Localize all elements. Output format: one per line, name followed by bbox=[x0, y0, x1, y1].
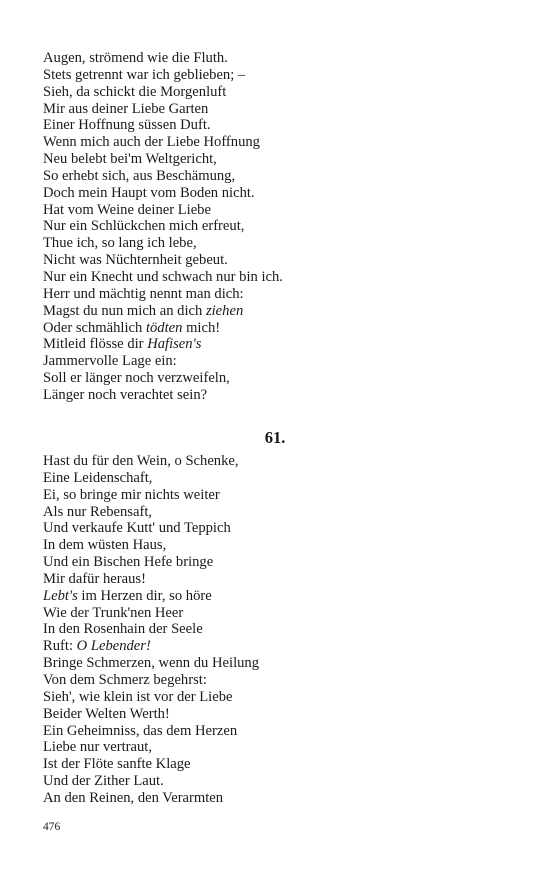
verse-line bbox=[43, 756, 513, 773]
verse-line bbox=[43, 353, 513, 370]
verse-emphasis: O Lebender! bbox=[76, 638, 151, 655]
verse-text: Nur ein Schlückchen mich erfreut, bbox=[43, 218, 245, 235]
verse-line bbox=[43, 303, 513, 320]
verse-text: Und verkaufe Kutt' und Teppich bbox=[43, 520, 231, 537]
verse-line bbox=[43, 554, 513, 571]
verse-text: In dem wüsten Haus, bbox=[43, 537, 167, 554]
verse-text-after: mich! bbox=[182, 319, 221, 336]
verse-line bbox=[43, 387, 513, 404]
verse-line bbox=[43, 504, 513, 521]
verse-line bbox=[43, 571, 513, 588]
verse-emphasis: Hafisen's bbox=[147, 336, 202, 353]
verse-line bbox=[43, 252, 513, 269]
verse-text: Mitleid flösse dir bbox=[43, 336, 148, 353]
verse-line bbox=[43, 672, 513, 689]
verse-text: An den Reinen, den Verarmten bbox=[43, 789, 224, 806]
verse-text: Ist der Flöte sanfte Klage bbox=[43, 756, 191, 773]
verse-line bbox=[43, 370, 513, 387]
verse-text: Und der Zither Laut. bbox=[43, 773, 164, 790]
verse-line bbox=[43, 286, 513, 303]
verse-line bbox=[43, 706, 513, 723]
verse-line bbox=[43, 101, 513, 118]
verse-text: Wenn mich auch der Liebe Hoffnung bbox=[43, 134, 260, 151]
verse-line bbox=[43, 453, 513, 470]
poem-continued bbox=[43, 50, 513, 404]
verse-text: Hast du für den Wein, o Schenke, bbox=[43, 453, 239, 469]
verse-line bbox=[43, 739, 513, 756]
verse-line bbox=[43, 605, 513, 622]
verse-text: Mir dafür heraus! bbox=[43, 570, 146, 587]
verse-line bbox=[43, 537, 513, 554]
verse-text: Herr und mächtig nennt man dich: bbox=[43, 285, 244, 302]
verse-text: Bringe Schmerzen, wenn du Heilung bbox=[43, 655, 260, 672]
verse-text: Wie der Trunk'nen Heer bbox=[43, 604, 184, 621]
verse-text: Oder schmählich bbox=[43, 319, 146, 336]
verse-line bbox=[43, 185, 513, 202]
poem-number: 61. bbox=[264, 428, 286, 447]
verse-line bbox=[43, 134, 513, 151]
verse-text: Stets getrennt war ich geblieben; – bbox=[43, 66, 246, 83]
verse-text: So erhebt sich, aus Beschämung, bbox=[43, 167, 236, 184]
verse-line bbox=[43, 588, 513, 605]
verse-emphasis: ziehen bbox=[205, 302, 244, 319]
verse-line bbox=[43, 655, 513, 672]
verse-text: Länger noch verachtet sein? bbox=[43, 386, 208, 403]
verse-line bbox=[43, 773, 513, 790]
verse-text: Soll er länger noch verzweifeln, bbox=[43, 370, 230, 387]
poem-61 bbox=[43, 453, 513, 807]
verse-text: Doch mein Haupt vom Boden nicht. bbox=[43, 184, 255, 201]
verse-line bbox=[43, 487, 513, 504]
verse-text-after: im Herzen dir, so höre bbox=[77, 587, 212, 604]
verse-text: Neu belebt bei'm Weltgericht, bbox=[43, 151, 217, 168]
verse-text: Und ein Bischen Hefe bringe bbox=[43, 554, 214, 571]
page-number: 476 bbox=[43, 821, 61, 833]
verse-text: Thue ich, so lang ich lebe, bbox=[43, 235, 197, 252]
verse-text: Ei, so bringe mir nichts weiter bbox=[43, 486, 220, 503]
verse-text: Sieh', wie klein ist vor der Liebe bbox=[43, 688, 233, 705]
verse-text: Mir aus deiner Liebe Garten bbox=[43, 100, 209, 117]
verse-text: Augen, strömend wie die Fluth. bbox=[43, 50, 228, 66]
verse-line bbox=[43, 638, 513, 655]
verse-text: In den Rosenhain der Seele bbox=[43, 621, 203, 638]
verse-text: Nur ein Knecht und schwach nur bin ich. bbox=[43, 268, 283, 285]
verse-text: Eine Leidenschaft, bbox=[43, 469, 153, 486]
verse-text: Jammervolle Lage ein: bbox=[43, 353, 177, 370]
verse-text: Magst du nun mich an dich bbox=[43, 302, 206, 319]
verse-line bbox=[43, 67, 513, 84]
verse-line bbox=[43, 621, 513, 638]
verse-line bbox=[43, 336, 513, 353]
verse-line bbox=[43, 168, 513, 185]
verse-text: Einer Hoffnung süssen Duft. bbox=[43, 117, 211, 134]
verse-line bbox=[43, 320, 513, 337]
verse-line bbox=[43, 235, 513, 252]
verse-line bbox=[43, 117, 513, 134]
verse-text: Sieh, da schickt die Morgenluft bbox=[43, 83, 227, 100]
verse-text: Ruft: bbox=[43, 638, 77, 655]
verse-line bbox=[43, 84, 513, 101]
verse-line bbox=[43, 202, 513, 219]
verse-line bbox=[43, 269, 513, 286]
verse-line bbox=[43, 520, 513, 537]
verse-text: Von dem Schmerz begehrst: bbox=[43, 671, 207, 688]
verse-text: Als nur Rebensaft, bbox=[43, 503, 153, 520]
verse-text: Beider Welten Werth! bbox=[43, 705, 170, 722]
verse-line bbox=[43, 151, 513, 168]
verse-line bbox=[43, 218, 513, 235]
verse-text: Hat vom Weine deiner Liebe bbox=[43, 201, 211, 218]
verse-text: Nicht was Nüchternheit gebeut. bbox=[43, 252, 228, 269]
verse-emphasis: Lebt's bbox=[43, 587, 78, 604]
verse-text: Liebe nur vertraut, bbox=[43, 739, 152, 756]
verse-line bbox=[43, 790, 513, 807]
verse-line bbox=[43, 50, 513, 67]
verse-line bbox=[43, 723, 513, 740]
verse-line bbox=[43, 689, 513, 706]
verse-emphasis: tödten bbox=[145, 319, 183, 336]
verse-line bbox=[43, 470, 513, 487]
verse-text: Ein Geheimniss, das dem Herzen bbox=[43, 722, 238, 739]
